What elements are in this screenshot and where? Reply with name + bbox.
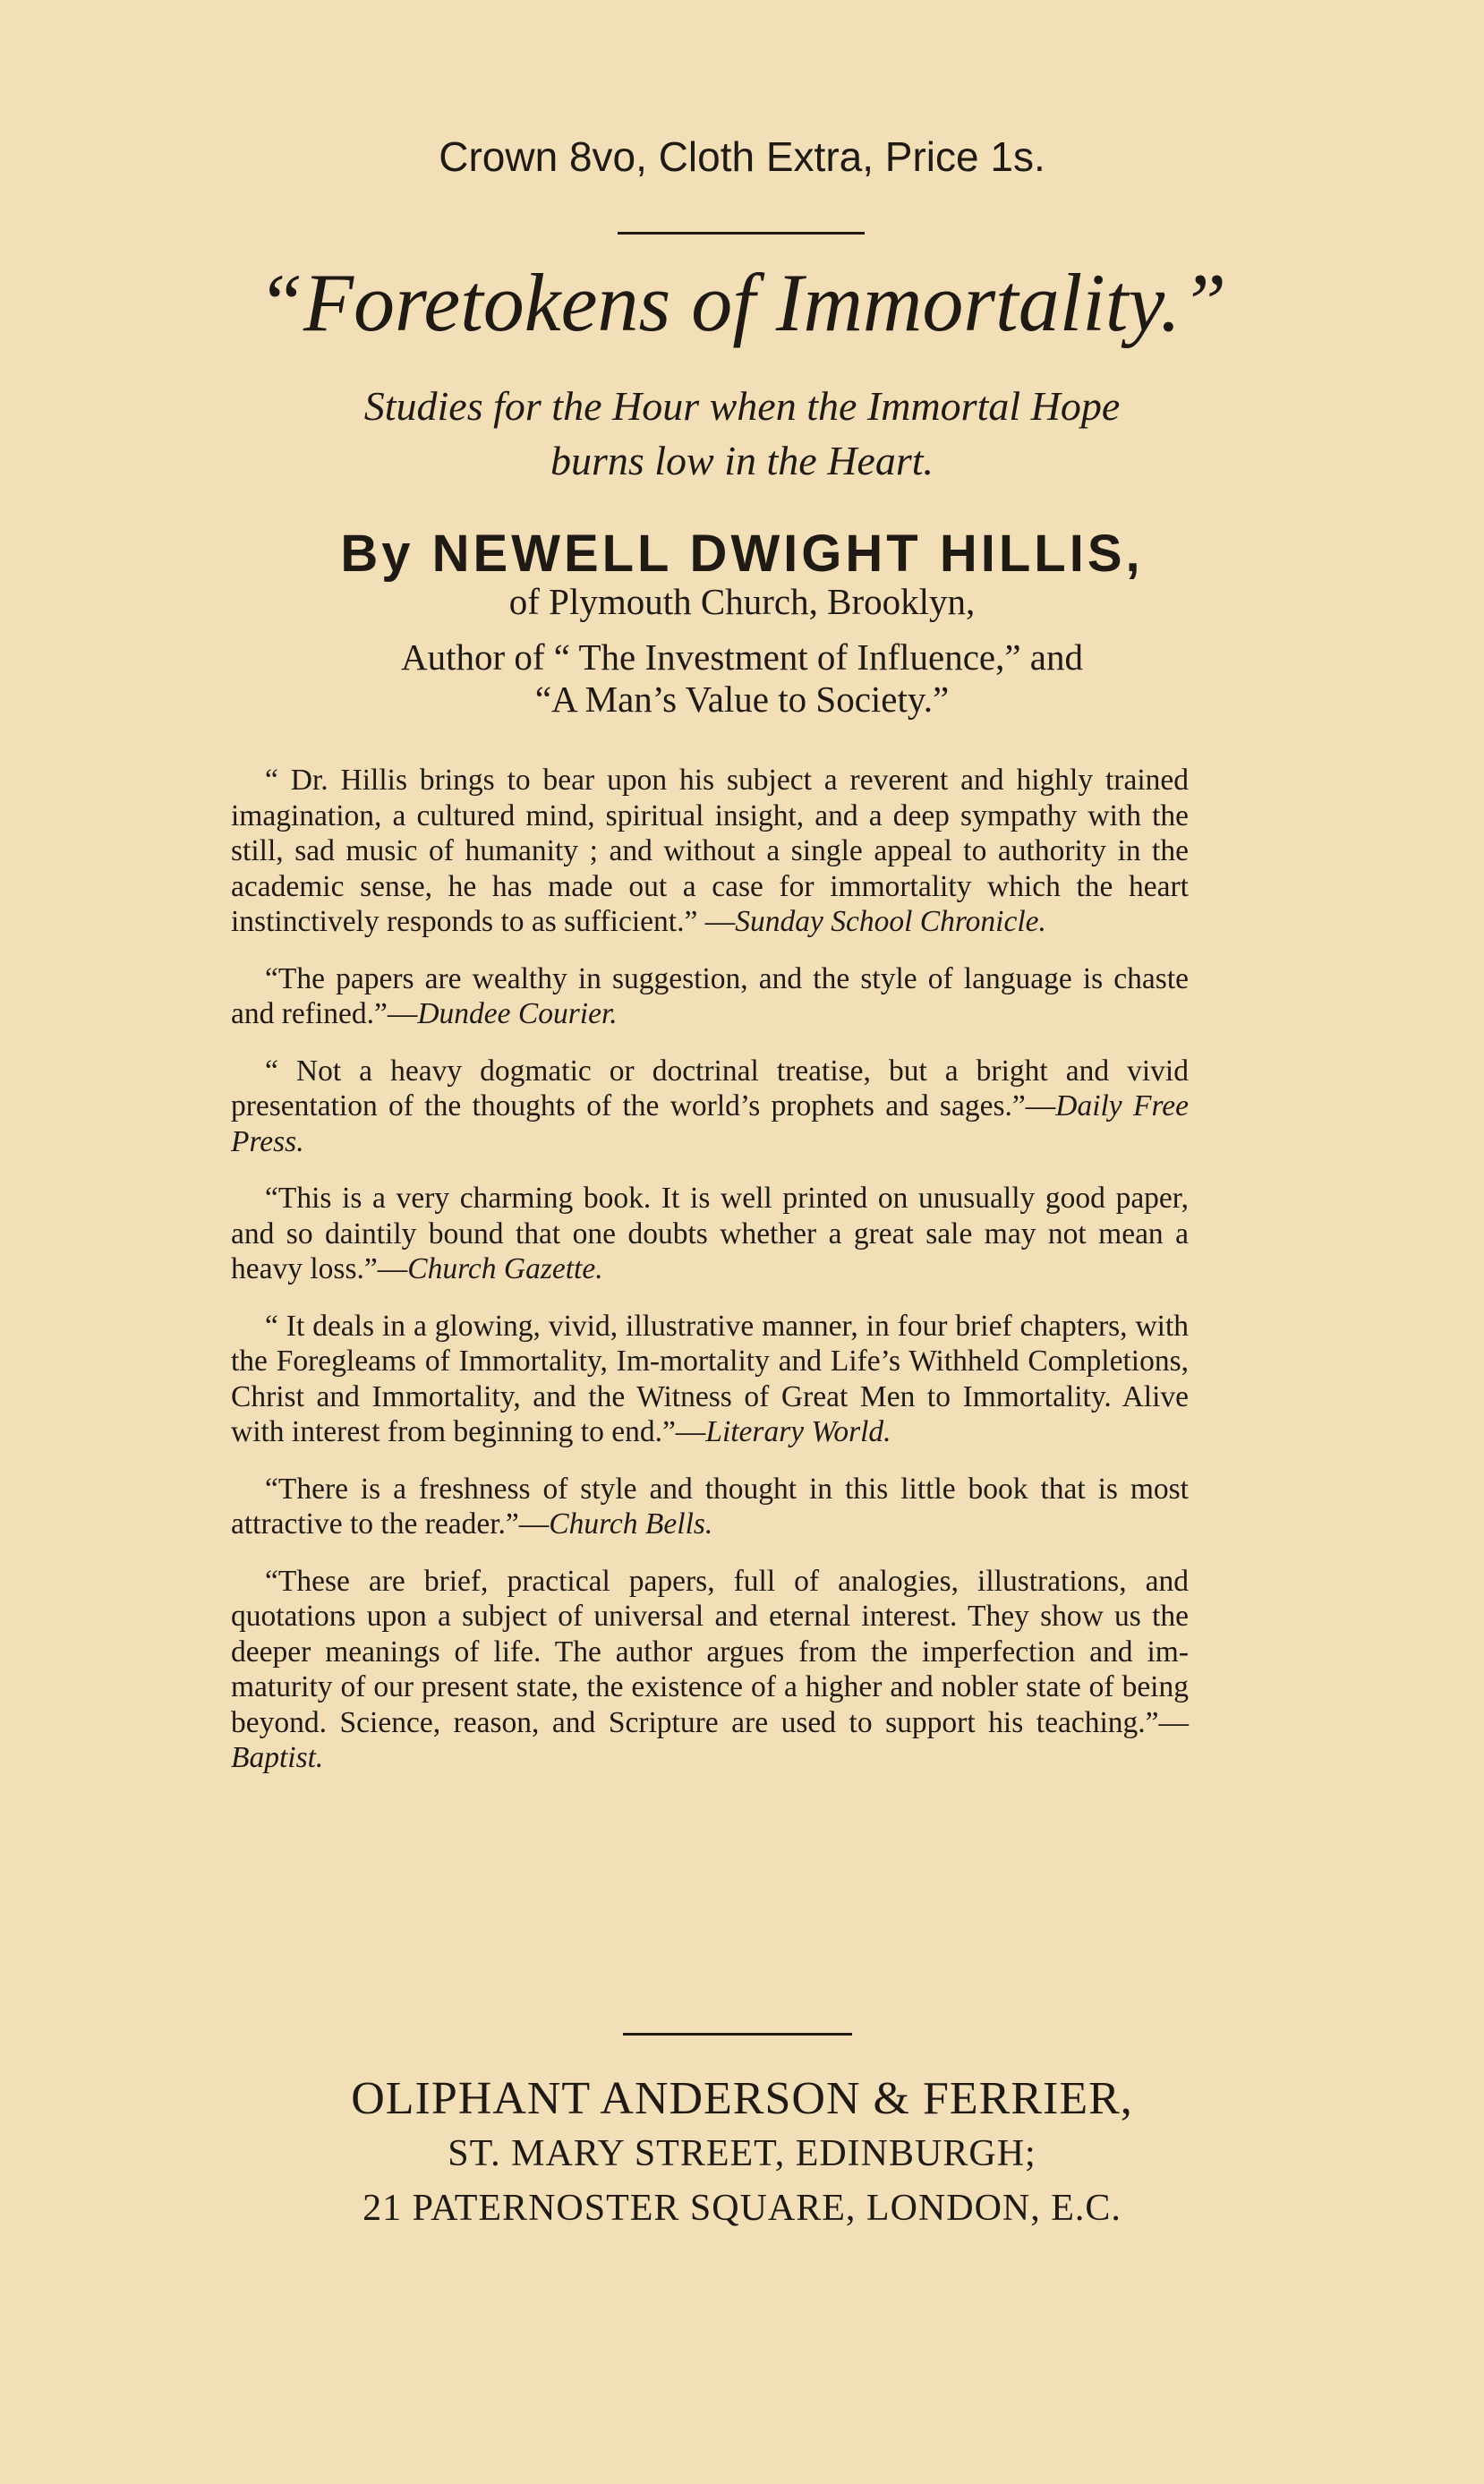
review-dundee-courier: [231, 961, 1189, 1032]
review-text: “The papers are wealthy in suggestion, and the style of language is chaste and refined.”—: [231, 961, 1189, 1030]
review-baptist: [231, 1564, 1189, 1776]
press-reviews: [231, 763, 1189, 1797]
review-source: Sunday School Chronicle.: [735, 905, 1046, 938]
review-text: “These are brief, practical papers, full of analogies, illustrations, and quotations upon a subject of universal and eternal interest. They show us the deeper meanings of life. The author argues from the imperfection and im-maturity of our present state, the existence of a higher and nobler state of being beyond. Science, reason, and Scripture are used to support his teaching.”—: [231, 1564, 1189, 1739]
review-source: Church Bells.: [549, 1507, 713, 1541]
review-church-gazette: [231, 1181, 1189, 1287]
review-source: Literary World.: [705, 1415, 891, 1448]
bottom-divider: [623, 2033, 852, 2036]
review-source: Daily Free Press.: [231, 1089, 1189, 1158]
publisher-address-edinburgh: ST. MARY STREET, EDINBURGH;: [448, 2133, 1036, 2174]
book-subtitle-line-2: burns low in the Heart.: [550, 438, 934, 483]
author-affiliation: of Plymouth Church, Brooklyn,: [508, 581, 976, 622]
review-church-bells: [231, 1472, 1189, 1542]
other-books-line-2: “A Man’s Value to Society.”: [534, 679, 950, 720]
review-source: Dundee Courier.: [417, 997, 618, 1030]
review-text: “ It deals in a glowing, vivid, illustrative manner, in four brief chapters, with the Foregleams of Immortality, Im-mortality and Life’s Withheld Completions, Christ and Immortality, and the Witness of Great Men to Immortality. Alive with interest from beginning to end.”—: [231, 1309, 1189, 1448]
review-sunday-school-chronicle: [231, 763, 1189, 940]
other-books-line-1: Author of “ The Investment of Influence,” and: [400, 636, 1084, 678]
review-text: “ Dr. Hillis brings to bear upon his subject a reverent and highly trained imagination, a cultured mind, spiritual insight, and a deep sympathy with the still, sad music of humanity ; and without a single appeal to authority in the academic sense, he has made out a case for immortality which the heart instinctively responds to as sufficient.” —: [231, 764, 1189, 938]
publisher-name: OLIPHANT ANDERSON & FERRIER,: [351, 2073, 1133, 2124]
price-line: Crown 8vo, Cloth Extra, Price 1s.: [439, 133, 1045, 180]
review-text: “This is a very charming book. It is well printed on unusually good paper, and so daintily bound that one doubts whether a great sale may not mean a heavy loss.”—: [231, 1182, 1189, 1285]
book-title: “Foretokens of Immortality.”: [257, 257, 1227, 348]
review-daily-free-press: [231, 1054, 1189, 1160]
author-line: By NEWELL DWIGHT HILLIS,: [340, 525, 1144, 583]
review-source: Baptist.: [231, 1741, 324, 1774]
review-literary-world: [231, 1309, 1189, 1450]
review-text: “ Not a heavy dogmatic or doctrinal treatise, but a bright and vivid presentation of the thoughts of the world’s prophets and sages.”—: [231, 1054, 1189, 1122]
review-text: “There is a freshness of style and thought in this little book that is most attractive to the reader.”—: [231, 1472, 1189, 1541]
review-source: Church Gazette.: [407, 1252, 603, 1285]
book-subtitle-line-1: Studies for the Hour when the Immortal Hope: [363, 383, 1121, 429]
publisher-address-london: 21 PATERNOSTER SQUARE, LONDON, E.C.: [362, 2188, 1122, 2229]
top-divider: [618, 232, 865, 235]
